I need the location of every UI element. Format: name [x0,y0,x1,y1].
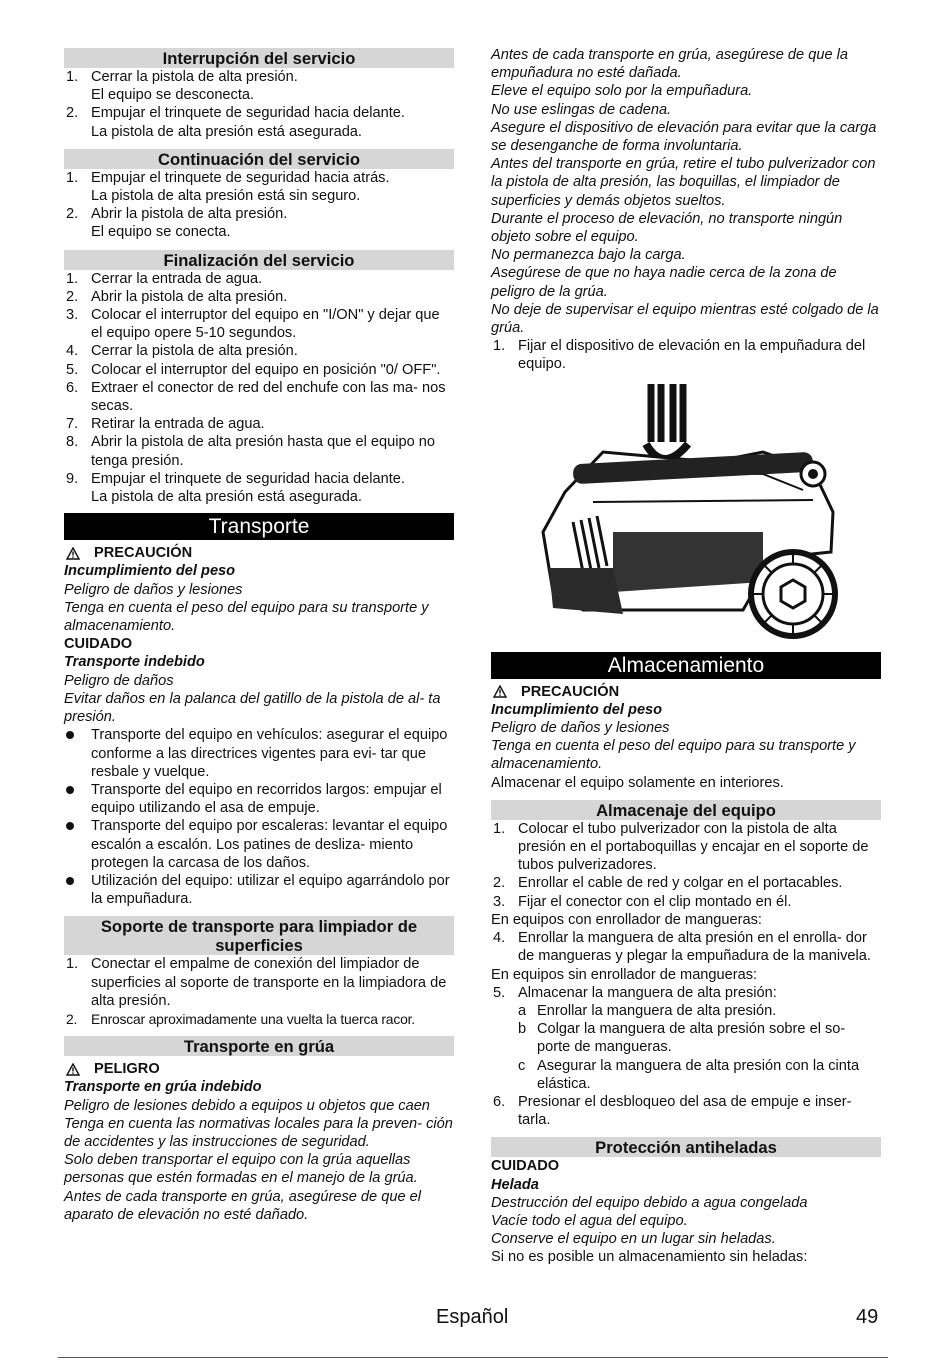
warning-triangle-icon [493,685,507,698]
bullet-dot-icon [66,877,74,885]
list-almacenaje [491,820,881,911]
list-item: 3. Colocar el interruptor del equipo en "I/ON" y dejar que el equipo opere 5-10 segundos. [66,307,440,342]
sin-enrollador-text: En equipos sin enrollador de mangueras: [491,966,758,983]
list-grua [491,337,881,373]
bullet-item: Transporte del equipo en vehículos: asegurar el equipo conforme a las directrices vigentes para evi- tar que resbale y vuelque. [64,726,454,781]
list-item: 2. Enrollar el cable de red y colgar en el portacables. [493,875,843,892]
list-finalizacion [64,270,454,507]
section-heading-continuacion: Continuación del servicio [64,149,454,169]
chapter-heading-almacenamiento: Almacenamiento [491,652,881,679]
list-item: 1. Colocar el tubo pulverizador con la pistola de alta presión en el portaboquillas y encajar en el soporte de tubos pulverizadores. [493,820,869,874]
warning-triangle-icon [66,1063,80,1076]
crane-lifting-illustration [513,382,859,644]
grua-text: Asegure el dispositivo de elevación para evitar que la carga se desenganche de forma involuntaria. [491,119,877,155]
list-item: 4. Cerrar la pistola de alta presión. [66,343,298,360]
peligro-text: Solo deben transportar el equipo con la grúa aquellas personas que estén formadas en el manejo de la grúa. [64,1152,418,1187]
list-item: 8. Abrir la pistola de alta presión hasta que el equipo no tenga presión. [66,434,435,469]
sublist-almacenaje [491,1002,881,1093]
grua-text: Antes de cada transporte en grúa, asegúrese de que la empuñadura no esté dañada. [491,47,848,82]
section-heading-grua: Transporte en grúa [64,1036,454,1056]
list-item: 1. Fijar el dispositivo de elevación en la empuñadura del equipo. [493,338,866,373]
bullet-item: Utilización del equipo: utilizar el equipo agarrándolo por la empuñadura. [64,872,454,908]
list-item: 1. Conectar el empalme de conexión del limpiador de superficies al soporte de transporte en la limpiadora de alta presión. [66,956,447,1009]
precaucion-text: Peligro de daños y lesiones [64,581,243,598]
list-item: 3. Fijar el conector con el clip montado en él. [493,893,792,910]
section-heading-almacenaje: Almacenaje del equipo [491,800,881,820]
grua-text: Eleve el equipo solo por la empuñadura. [491,83,753,100]
footer-language: Español [436,1306,509,1328]
cuidado-title: Transporte indebido [64,654,205,671]
list-almacenaje-6 [491,1093,881,1129]
list-item: 2. Abrir la pistola de alta presión. [66,288,288,305]
precaucion-title: Incumplimiento del peso [64,563,236,580]
list-item: 5. Colocar el interruptor del equipo en posición "0/ OFF". [66,361,441,378]
list-item: 2. Abrir la pistola de alta presión. El equipo se conecta. [66,206,288,241]
list-item: 7. Retirar la entrada de agua. [66,416,265,433]
list-soporte [64,955,454,1028]
list-item: 9. Empujar el trinquete de seguridad hacia delante. La pistola de alta presión está asegurada. [66,470,405,506]
list-item: 1. Empujar el trinquete de seguridad hacia atrás. La pistola de alta presión está sin seguro. [66,169,390,205]
sublist-item: a Enrollar la manguera de alta presión. [518,1002,777,1019]
bullet-item: Transporte del equipo por escaleras: levantar el equipo escalón a escalón. Los patines de desliza- miento protegen la carcasa de los daños. [64,817,454,872]
grua-text: No use eslingas de cadena. [491,101,672,118]
grua-text: Antes del transporte en grúa, retire el tubo pulverizador con la pistola de alta presión, las boquillas, el limpiador de superficies y demás objetos sueltos. [491,156,876,209]
bullet-list-transporte [64,726,454,908]
precaucion-label: PRECAUCIÓN [491,683,881,701]
list-item: 6. Presionar el desbloqueo del asa de empuje e inser- tarla. [493,1093,852,1129]
bullet-dot-icon [66,731,74,739]
section-heading-antiheladas: Protección antiheladas [491,1137,881,1157]
sublist-item: c Asegurar la manguera de alta presión con la cinta elástica. [518,1057,860,1092]
con-enrollador-text: En equipos con enrollador de mangueras: [491,911,762,928]
cuidado-label: CUIDADO [491,1158,560,1175]
precaucion-label: PRECAUCIÓN [64,544,454,562]
precaucion-title: Incumplimiento del peso [491,701,663,718]
precaucion-text: Tenga en cuenta el peso del equipo para su transporte y almacenamiento. [491,738,856,773]
precaucion-text: Peligro de daños y lesiones [491,720,670,737]
list-item: 2. Enroscar aproximadamente una vuelta la tuerca racor. [66,1010,415,1027]
list-continuacion [64,169,454,242]
sublist-item: b Colgar la manguera de alta presión sobre el so- porte de mangueras. [518,1021,846,1056]
grua-text: Durante el proceso de elevación, no transporte ningún objeto sobre el equipo. [491,210,843,246]
section-heading-soporte: Soporte de transporte para limpiador de superficies [64,916,454,955]
peligro-text: Tenga en cuenta las normativas locales para la preven- ción de accidentes y las instrucciones de seguridad. [64,1115,453,1150]
peligro-text: Antes de cada transporte en grúa, asegúrese de que el aparato de elevación no esté dañado. [64,1188,421,1223]
section-heading-finalizacion: Finalización del servicio [64,250,454,270]
list-item: 1. Cerrar la pistola de alta presión. El equipo se desconecta. [66,69,298,104]
warning-triangle-icon [66,547,80,560]
cuidado-title: Helada [491,1176,539,1193]
cuidado-text: Conserve el equipo en un lugar sin heladas. [491,1231,776,1248]
bullet-dot-icon [66,822,74,830]
cuidado-text: Destrucción del equipo debido a agua congelada [491,1194,808,1211]
grua-text: Asegúrese de que no haya nadie cerca de la zona de peligro de la grúa. [491,265,837,300]
peligro-label: PELIGRO [64,1060,454,1078]
list-item: 6. Extraer el conector de red del enchufe con las ma- nos secas. [66,379,446,415]
cuidado-text: Peligro de daños [64,672,174,689]
footer-divider [58,1357,888,1358]
precaucion-text: Tenga en cuenta el peso del equipo para su transporte y almacenamiento. [64,599,429,635]
cuidado-text: Vacíe todo el agua del equipo. [491,1212,688,1229]
peligro-title: Transporte en grúa indebido [64,1079,262,1096]
list-item: 1. Cerrar la entrada de agua. [66,270,263,287]
grua-text: No deje de supervisar el equipo mientras esté colgado de la grúa. [491,301,879,337]
cuidado-text: Evitar daños en la palanca del gatillo de la pistola de al- ta presión. [64,690,441,726]
list-item: 5. Almacenar la manguera de alta presión: [493,984,777,1001]
list-almacenaje-5 [491,984,881,1002]
left-column [64,46,454,1224]
page-number: 49 [856,1306,879,1328]
list-item: 2. Empujar el trinquete de seguridad hacia delante. La pistola de alta presión está asegurada. [66,105,405,140]
chapter-heading-transporte: Transporte [64,513,454,540]
bullet-item: Transporte del equipo en recorridos largos: empujar el equipo utilizando el asa de empuje. [64,781,454,817]
antiheladas-last: Si no es posible un almacenamiento sin heladas: [491,1249,808,1266]
cuidado-label: CUIDADO [64,636,133,653]
almacenamiento-note: Almacenar el equipo solamente en interiores. [491,774,784,791]
section-heading-interrupcion: Interrupción del servicio [64,48,454,68]
list-item: 4. Enrollar la manguera de alta presión en el enrolla- dor de mangueras y plegar la empuñadura de la manivela. [493,930,871,965]
right-column [491,46,881,1267]
peligro-text: Peligro de lesiones debido a equipos u objetos que caen [64,1097,430,1114]
grua-text: No permanezca bajo la carga. [491,247,686,264]
list-almacenaje-4 [491,929,881,965]
bullet-dot-icon [66,786,74,794]
list-interrupcion [64,68,454,141]
